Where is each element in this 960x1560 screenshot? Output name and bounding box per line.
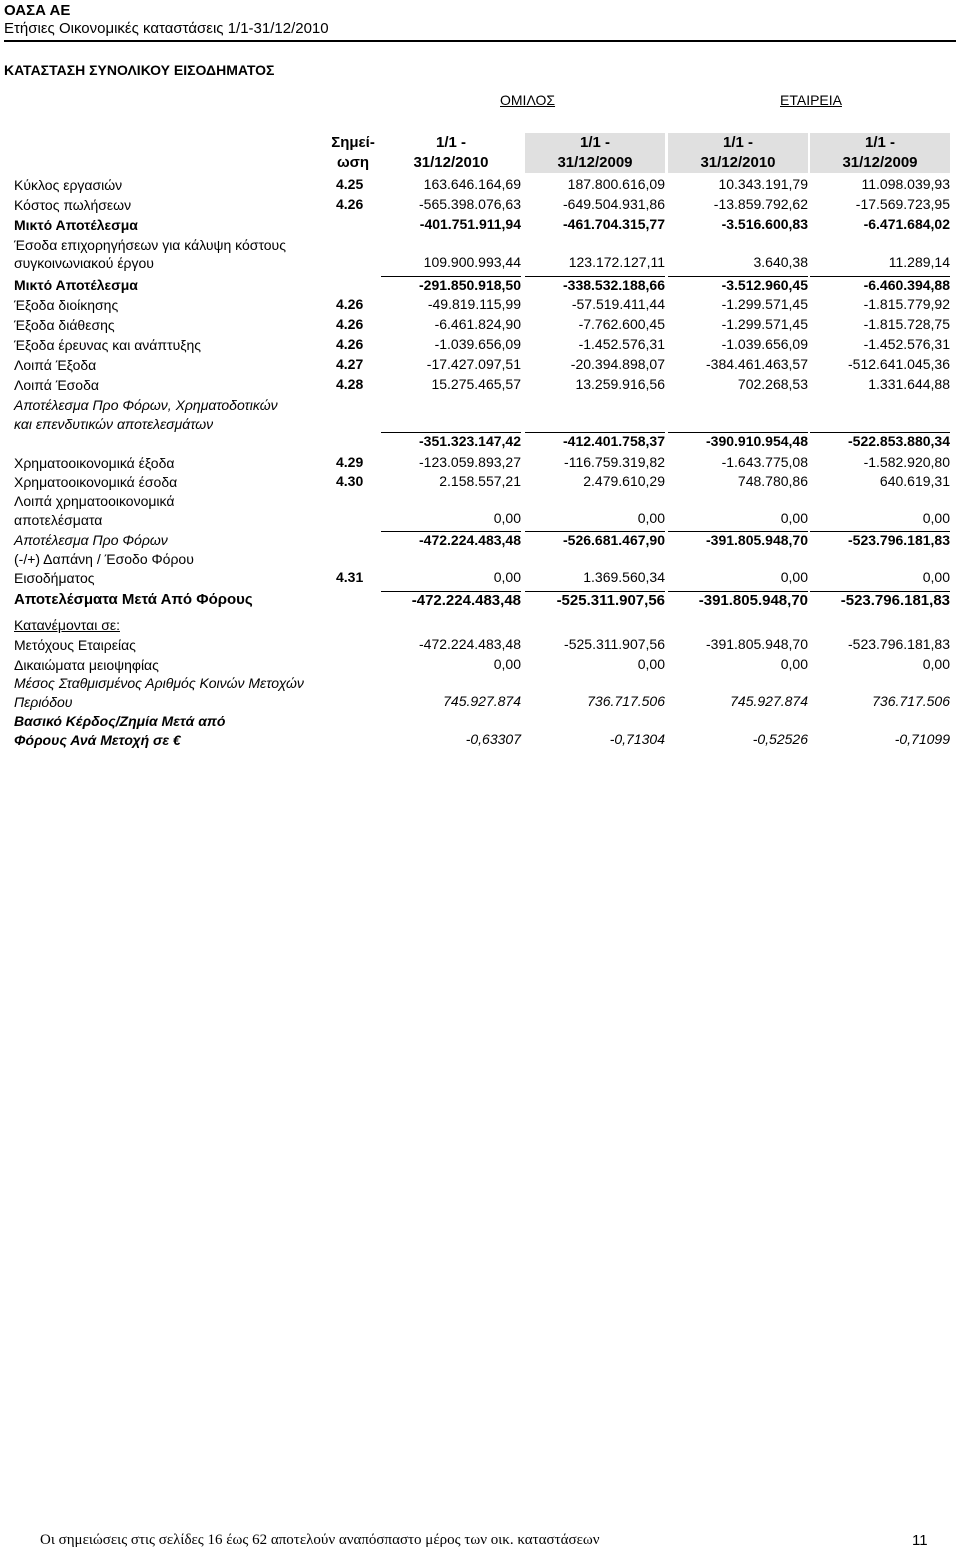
row-value: 748.780,86 xyxy=(737,473,808,489)
row-value: -1.039.656,09 xyxy=(721,336,808,352)
statement-title: ΚΑΤΑΣΤΑΣΗ ΣΥΝΟΛΙΚΟΥ ΕΙΣΟΔΗΜΑΤΟΣ xyxy=(4,62,275,78)
header-rule xyxy=(4,40,956,42)
row-value: 0,00 xyxy=(780,569,808,585)
row-value: -7.762.600,45 xyxy=(578,316,665,332)
row-value: -49.819.115,99 xyxy=(427,296,521,312)
row-value: -6.461.824,90 xyxy=(434,316,521,332)
row-value: -401.751.911,94 xyxy=(419,216,521,232)
row-value: 163.646.164,69 xyxy=(423,176,521,192)
row-value: -472.224.483,48 xyxy=(381,591,521,609)
row-value: -1.039.656,09 xyxy=(434,336,521,352)
row-value: -472.224.483,48 xyxy=(381,531,521,548)
row-note: 4.26 xyxy=(336,196,364,212)
row-value: 736.717.506 xyxy=(872,693,950,709)
column-header-1 xyxy=(381,133,521,173)
row-label: (-/+) Δαπάνη / Έσοδο Φόρου Εισοδήματος xyxy=(14,551,194,586)
row-value: -291.850.918,50 xyxy=(381,276,521,293)
column-header-2-text: 1/1 - 31/12/2009 xyxy=(557,134,633,171)
row-value: -412.401.758,37 xyxy=(525,432,665,449)
column-header-4-text: 1/1 - 31/12/2009 xyxy=(842,134,918,171)
row-value: -1.452.576,31 xyxy=(863,336,950,352)
row-value: 0,00 xyxy=(922,569,950,585)
row-label: Έξοδα διάθεσης xyxy=(14,317,115,333)
row-value: 13.259.916,56 xyxy=(575,376,665,392)
row-value: 11.098.039,93 xyxy=(861,176,950,192)
row-note: 4.31 xyxy=(336,569,364,585)
row-value: -17.569.723,95 xyxy=(855,196,950,212)
row-note: 4.30 xyxy=(336,473,364,489)
row-value: 1.331.644,88 xyxy=(868,376,950,392)
row-value: -523.796.181,83 xyxy=(848,636,950,652)
row-value: 123.172.127,11 xyxy=(568,254,665,270)
row-value: -526.681.467,90 xyxy=(525,531,665,548)
row-value: -523.796.181,83 xyxy=(810,531,950,548)
row-value: 745.927.874 xyxy=(730,693,808,709)
row-value: -0,71304 xyxy=(609,731,665,747)
row-label: Μικτό Αποτέλεσμα xyxy=(14,277,138,293)
row-label: Δικαιώματα μειοψηφίας xyxy=(14,657,159,673)
row-value: 0,00 xyxy=(780,656,808,672)
row-value: -123.059.893,27 xyxy=(419,454,521,470)
row-value: -391.805.948,70 xyxy=(668,591,808,609)
column-header-3-text: 1/1 - 31/12/2010 xyxy=(700,134,776,171)
row-value: -1.582.920,80 xyxy=(863,454,950,470)
row-label: Μικτό Αποτέλεσμα xyxy=(14,217,138,233)
row-label: Κύκλος εργασιών xyxy=(14,177,123,193)
row-value: -1.643.775,08 xyxy=(721,454,808,470)
row-label: Μετόχους Εταιρείας xyxy=(14,637,136,653)
company-name: ΟΑΣΑ ΑΕ xyxy=(4,2,71,19)
row-value: -472.224.483,48 xyxy=(419,636,521,652)
row-label: Χρηματοοικονομικά έσοδα xyxy=(14,474,178,490)
row-label: Κόστος πωλήσεων xyxy=(14,197,132,213)
row-value: -0,52526 xyxy=(752,731,808,747)
row-value: -1.299.571,45 xyxy=(721,296,808,312)
row-label: Έξοδα έρευνας και ανάπτυξης xyxy=(14,337,202,353)
page-number: 11 xyxy=(912,1532,928,1549)
row-label: Χρηματοοικονομικά έξοδα xyxy=(14,455,175,471)
row-value: 0,00 xyxy=(493,569,521,585)
row-value: 0,00 xyxy=(493,510,521,526)
footer-note: Οι σημειώσεις στις σελίδες 16 έως 62 αποτελούν αναπόσπαστο μέρος των οικ. καταστάσεων xyxy=(40,1532,600,1548)
row-value: 0,00 xyxy=(922,656,950,672)
row-label: Λοιπά Έξοδα xyxy=(14,357,97,373)
note-column-header: Σημεί- ωση xyxy=(331,134,375,171)
row-note: 4.27 xyxy=(336,356,364,372)
row-note: 4.29 xyxy=(336,454,364,470)
row-value: -512.641.045,36 xyxy=(848,356,950,372)
row-value: -116.759.319,82 xyxy=(564,454,665,470)
row-value: 0,00 xyxy=(922,510,950,526)
row-value: -338.532.188,66 xyxy=(525,276,665,293)
row-value: 15.275.465,57 xyxy=(431,376,521,392)
row-value: -0,71099 xyxy=(894,731,950,747)
row-value: 2.158.557,21 xyxy=(439,473,521,489)
row-value: -1.815.779,92 xyxy=(863,296,950,312)
row-value: 187.800.616,09 xyxy=(567,176,665,192)
column-header-3 xyxy=(668,133,808,173)
row-label: Έξοδα διοίκησης xyxy=(14,297,119,313)
row-value: -1.299.571,45 xyxy=(721,316,808,332)
row-label: Μέσος Σταθμισμένος Αριθμός Κοινών Μετοχών Περιόδου xyxy=(14,675,304,710)
row-value: -565.398.076,63 xyxy=(419,196,521,212)
row-value: -3.516.600,83 xyxy=(721,216,808,232)
document-subtitle: Ετήσιες Οικονομικές καταστάσεις 1/1-31/12/2010 xyxy=(4,20,329,37)
row-value: 2.479.610,29 xyxy=(583,473,665,489)
row-value: -3.512.960,45 xyxy=(668,276,808,293)
row-value: -461.704.315,77 xyxy=(563,216,665,232)
row-value: 11.289,14 xyxy=(888,254,950,270)
row-value: -20.394.898,07 xyxy=(570,356,665,372)
row-label: Έσοδα επιχορηγήσεων για κάλυψη κόστους συγκοινωνιακού έργου xyxy=(14,237,286,271)
row-value: 109.900.993,44 xyxy=(423,254,521,270)
column-header-4 xyxy=(810,133,950,173)
row-value: -523.796.181,83 xyxy=(810,591,950,609)
row-value: -1.452.576,31 xyxy=(578,336,665,352)
row-note: 4.28 xyxy=(336,376,364,392)
row-value: 10.343.191,79 xyxy=(718,176,808,192)
row-value: 745.927.874 xyxy=(443,693,521,709)
row-value: -525.311.907,56 xyxy=(564,636,665,652)
row-value: -6.460.394,88 xyxy=(810,276,950,293)
row-label: Αποτέλεσμα Προ Φόρων, Χρηματοδοτικών και επενδυτικών αποτελεσμάτων xyxy=(14,397,278,432)
row-label: Αποτέλεσμα Προ Φόρων xyxy=(14,532,168,548)
group-heading: ΟΜΙΛΟΣ xyxy=(500,92,556,108)
row-value: 0,00 xyxy=(637,656,665,672)
row-label: Λοιπά χρηματοοικονομικά αποτελέσματα xyxy=(14,493,175,528)
row-label: Βασικό Κέρδος/Ζημία Μετά από Φόρους Ανά Μετοχή σε € xyxy=(14,713,226,748)
row-value: 0,00 xyxy=(493,656,521,672)
row-label: Κατανέμονται σε: xyxy=(14,617,120,633)
row-value: -57.519.411,44 xyxy=(571,296,665,312)
row-note: 4.25 xyxy=(336,176,364,192)
row-value: 0,00 xyxy=(637,510,665,526)
column-header-1-text: 1/1 - 31/12/2010 xyxy=(413,134,489,171)
row-value: -1.815.728,75 xyxy=(863,316,950,332)
row-value: -6.471.684,02 xyxy=(863,216,950,232)
row-value: -13.859.792,62 xyxy=(713,196,808,212)
row-value: -390.910.954,48 xyxy=(668,432,808,449)
row-value: -391.805.948,70 xyxy=(668,531,808,548)
document-header xyxy=(4,2,329,38)
row-value: 736.717.506 xyxy=(587,693,665,709)
column-header-2 xyxy=(525,133,665,173)
company-heading: ΕΤΑΙΡΕΙΑ xyxy=(780,92,842,108)
row-label: Λοιπά Έσοδα xyxy=(14,377,99,393)
row-value: 1.369.560,34 xyxy=(583,569,665,585)
row-value: 0,00 xyxy=(780,510,808,526)
row-label: Αποτελέσματα Μετά Από Φόρους xyxy=(14,591,253,608)
row-value: -391.805.948,70 xyxy=(706,636,808,652)
row-value: -0,63307 xyxy=(465,731,521,747)
row-value: -384.461.463,57 xyxy=(706,356,808,372)
row-value: -525.311.907,56 xyxy=(525,591,665,609)
row-value: -522.853.880,34 xyxy=(810,432,950,449)
row-note: 4.26 xyxy=(336,336,364,352)
row-value: 3.640,38 xyxy=(753,254,808,270)
row-note: 4.26 xyxy=(336,316,364,332)
row-value: -649.504.931,86 xyxy=(563,196,665,212)
row-note: 4.26 xyxy=(336,296,364,312)
row-value: -17.427.097,51 xyxy=(426,356,521,372)
row-value: 702.268,53 xyxy=(737,376,808,392)
row-value: 640.619,31 xyxy=(879,473,950,489)
row-value: -351.323.147,42 xyxy=(381,432,521,449)
